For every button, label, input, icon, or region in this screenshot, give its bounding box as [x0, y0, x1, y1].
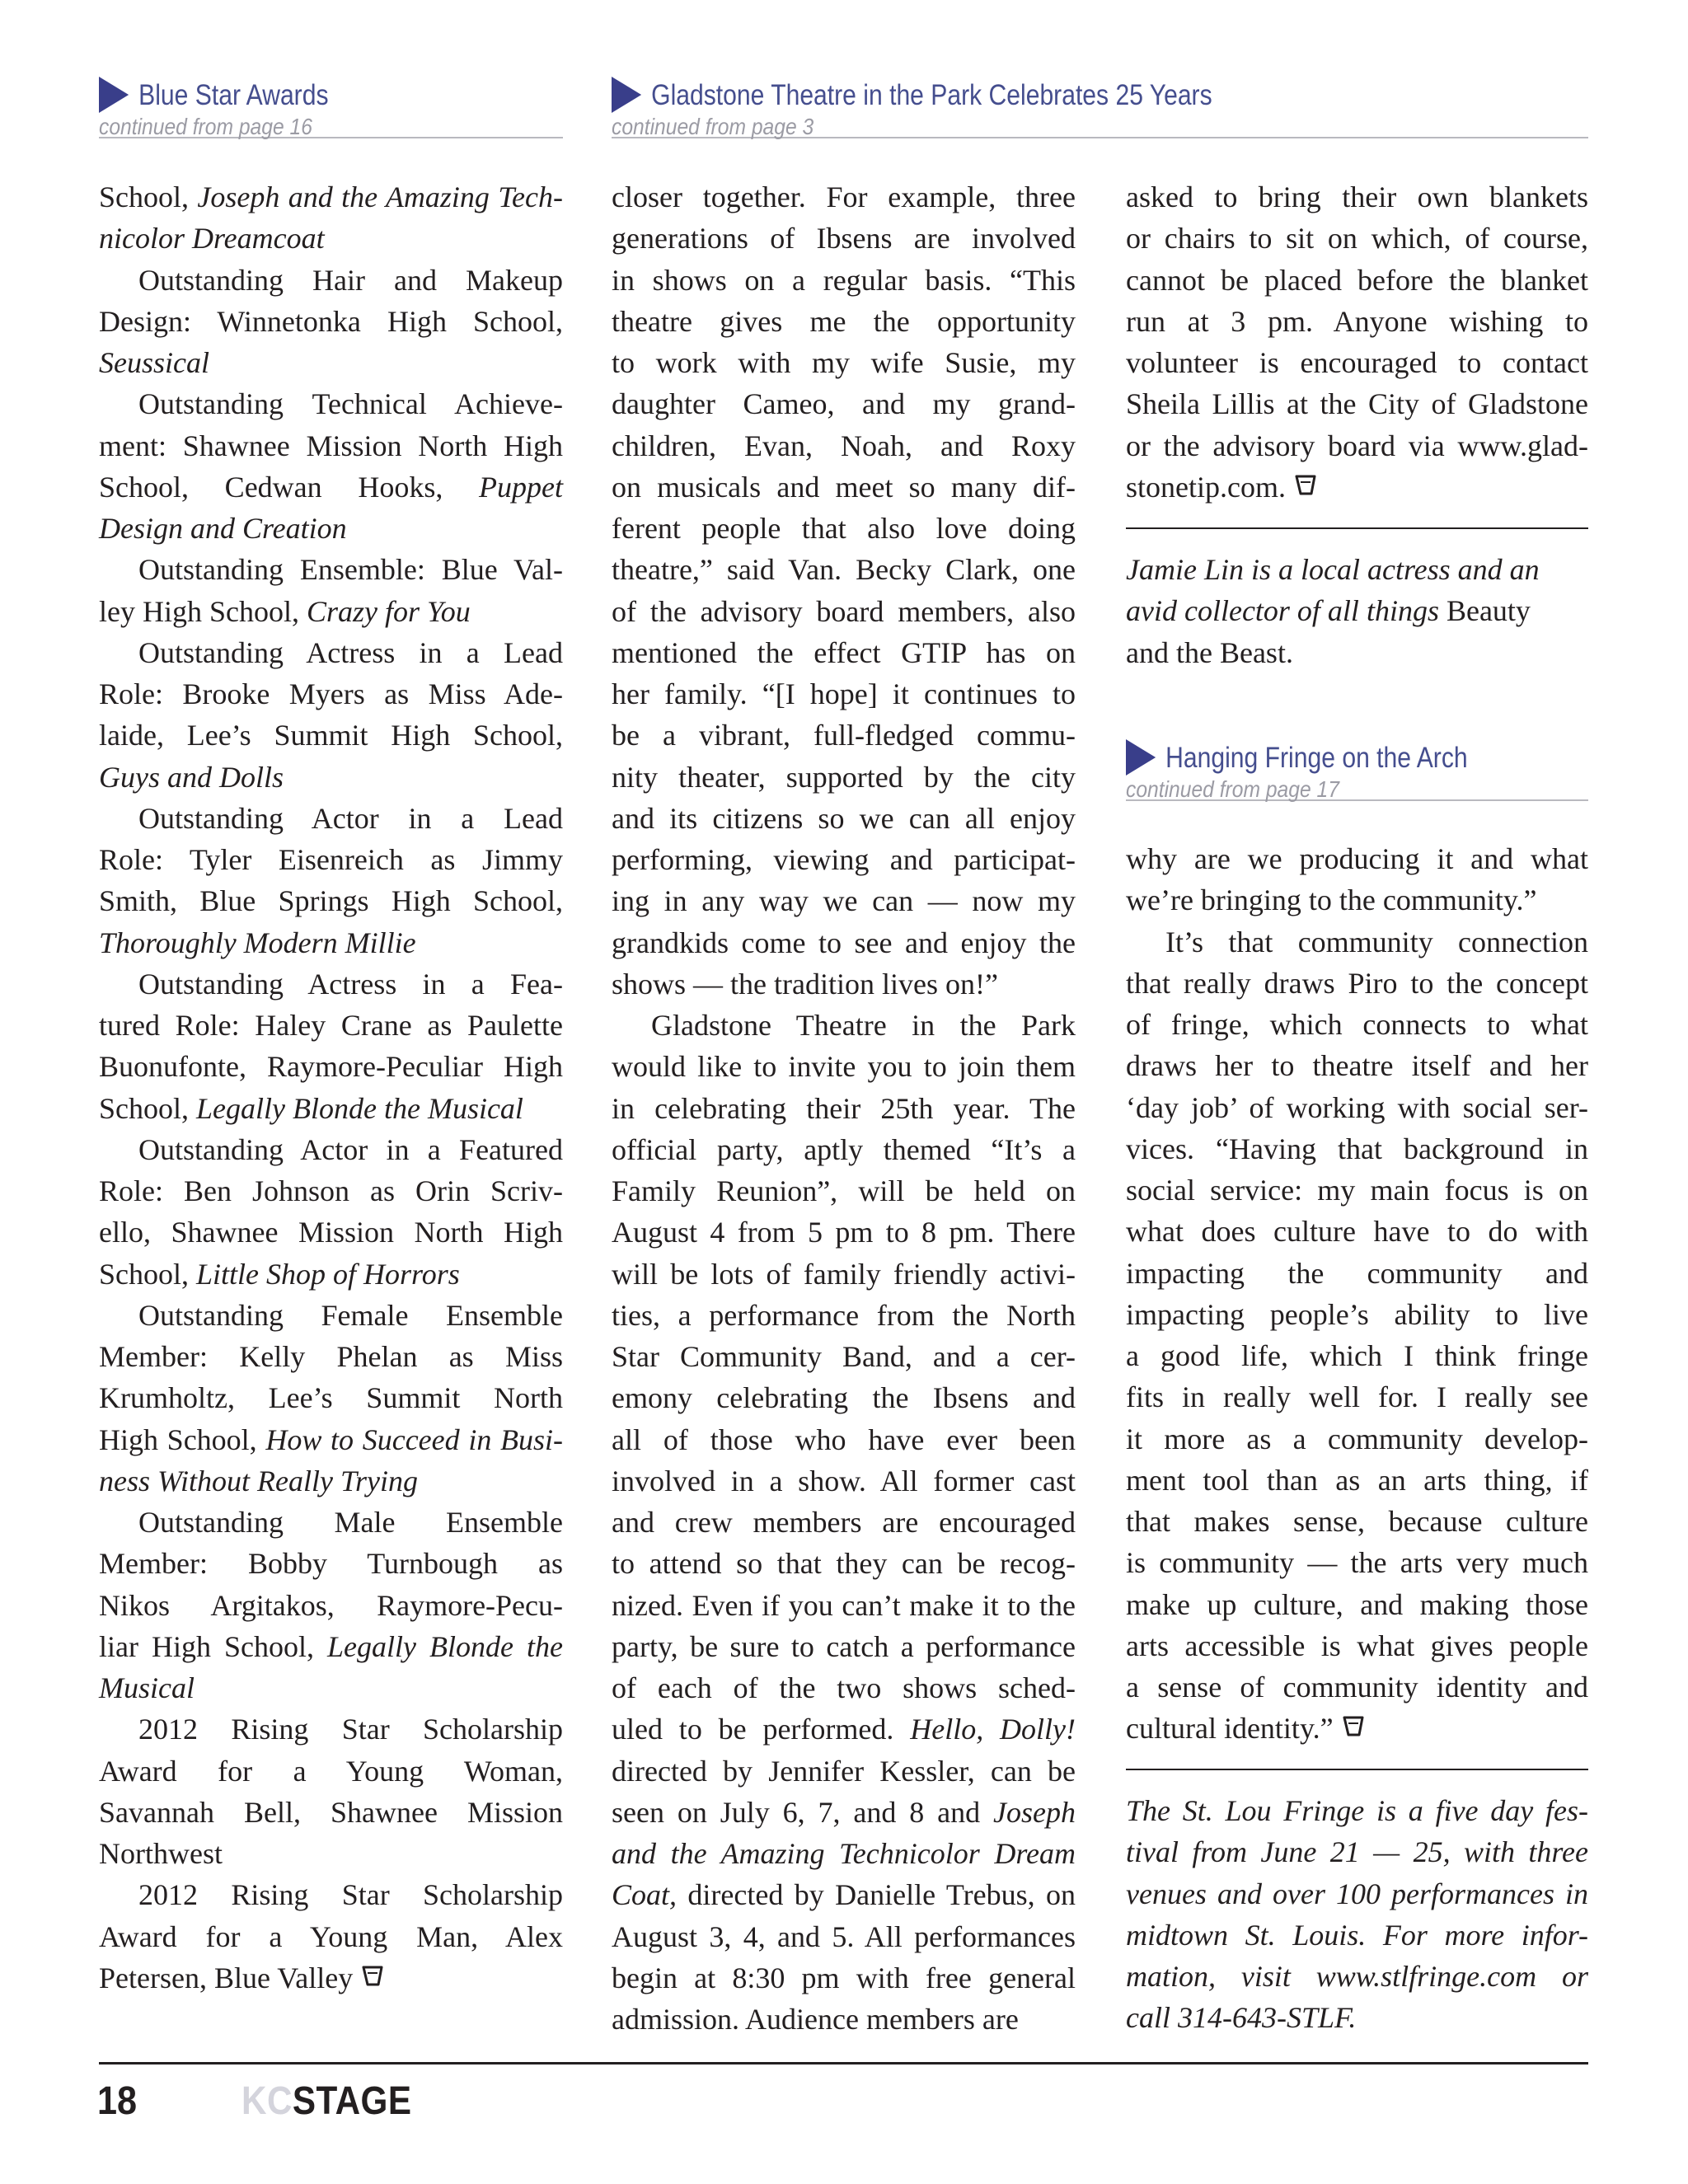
text-line: venues and over 100 performances in — [1126, 1877, 1588, 1910]
text-line: Outstanding Hair and Makeup — [138, 263, 563, 297]
continued-note: continued from page 17 — [1126, 776, 1339, 802]
text-line: directed by Jennifer Kessler, can be — [612, 1754, 1076, 1788]
text-line: Design and Creation — [99, 512, 347, 545]
column-blue-star-awards — [99, 176, 563, 1999]
page-number: 18 — [97, 2079, 138, 2123]
section-title: Gladstone Theatre in the Park Celebrates 25 Years — [651, 79, 1212, 111]
text-line: avid collector of all things Beauty — [1126, 594, 1531, 628]
text-line: Musical — [99, 1671, 195, 1704]
text-line: Jamie Lin is a local actress and an — [1126, 553, 1540, 586]
text-line: ness Without Really Trying — [99, 1464, 418, 1497]
text-line: Nikos Argitakos, Raymore-Pecu- — [99, 1588, 563, 1622]
text-line: mation, visit www.stlfringe.com or — [1126, 1960, 1588, 1993]
text-line: a sense of community identity and — [1126, 1671, 1588, 1704]
divider-rule — [1126, 527, 1588, 529]
text-line: of the advisory board members, also — [612, 594, 1076, 628]
text-line: children, Evan, Noah, and Roxy — [612, 429, 1076, 462]
text-line: Role: Brooke Myers as Miss Ade- — [99, 677, 563, 710]
text-line: ties, a performance from the North — [612, 1298, 1076, 1332]
column-gladstone-continued — [1126, 176, 1588, 508]
continued-note: continued from page 16 — [99, 114, 312, 139]
text-line: tured Role: Haley Crane as Paulette — [99, 1009, 563, 1042]
text-line: why are we producing it and what — [1126, 842, 1588, 875]
text-line: begin at 8:30 pm with free general — [612, 1961, 1076, 1994]
divider-rule — [1126, 1769, 1588, 1770]
text-line: volunteer is encouraged to contact — [1126, 346, 1588, 379]
text-line: or chairs to sit on which, of course, — [1126, 222, 1588, 255]
text-line: cultural identity.” — [1126, 1708, 1588, 1749]
text-line: Outstanding Actress in a Lead — [138, 635, 563, 669]
text-line: on musicals and meet so many dif- — [612, 470, 1076, 504]
text-line: of each of the two shows sched- — [612, 1671, 1076, 1704]
text-line: 2012 Rising Star Scholarship — [138, 1713, 563, 1746]
text-line: Outstanding Actor in a Featured — [138, 1132, 563, 1166]
text-line: what does culture have to do with — [1126, 1215, 1588, 1249]
text-line: Role: Ben Johnson as Orin Scriv- — [99, 1174, 563, 1207]
text-line: social service: my main focus is on — [1126, 1174, 1588, 1207]
text-line: Coat, directed by Danielle Trebus, on — [612, 1878, 1076, 1912]
text-line: asked to bring their own blankets — [1126, 180, 1588, 213]
text-line: School, Little Shop of Horrors — [99, 1257, 460, 1291]
footer-rule — [99, 2062, 1588, 2064]
text-line: Gladstone Theatre in the Park — [651, 1009, 1076, 1042]
end-mark-icon — [1294, 467, 1319, 509]
text-line: and its citizens so we can all enjoy — [612, 801, 1076, 835]
text-line: and the Beast. — [1126, 635, 1293, 669]
text-line: it more as a community develop- — [1126, 1422, 1588, 1455]
text-line: Seussical — [99, 346, 209, 379]
column-gladstone-article — [612, 176, 1076, 2040]
text-line: stonetip.com. — [1126, 466, 1588, 508]
text-line: The St. Lou Fringe is a five day fes- — [1126, 1794, 1588, 1827]
text-line: liar High School, Legally Blonde the — [99, 1629, 563, 1663]
triangle-arrow-icon — [612, 77, 641, 113]
text-line: Award for a Young Man, Alex — [99, 1919, 563, 1953]
text-line: seen on July 6, 7, and 8 and Joseph — [612, 1795, 1076, 1829]
text-line: Sheila Lillis at the City of Gladstone — [1126, 387, 1588, 421]
section-header-gladstone — [612, 76, 1588, 138]
text-line: 2012 Rising Star Scholarship — [138, 1878, 563, 1912]
text-line: her family. “[I hope] it continues to — [612, 677, 1076, 710]
text-line: impacting the community and — [1126, 1256, 1588, 1290]
text-line: that really draws Piro to the concept — [1126, 966, 1588, 1000]
text-line: to work with my wife Susie, my — [612, 346, 1076, 379]
text-line: impacting people’s ability to live — [1126, 1297, 1588, 1331]
text-line: uled to be performed. Hello, Dolly! — [612, 1713, 1076, 1746]
text-line: Krumholtz, Lee’s Summit North — [99, 1381, 563, 1415]
text-line: Design: Winnetonka High School, — [99, 304, 563, 338]
text-line: arts accessible is what gives people — [1126, 1629, 1588, 1662]
text-line: theatre gives me the opportunity — [612, 304, 1076, 338]
section-header-blue-star — [99, 76, 563, 138]
text-line: and the Amazing Technicolor Dream — [612, 1837, 1076, 1870]
continued-note: continued from page 3 — [612, 114, 814, 139]
text-line: Outstanding Female Ensemble — [138, 1298, 563, 1332]
text-line: ley High School, Crazy for You — [99, 594, 471, 628]
triangle-arrow-icon — [1126, 739, 1156, 776]
text-line: emony celebrating the Ibsens and — [612, 1381, 1076, 1415]
text-line: School, Legally Blonde the Musical — [99, 1091, 523, 1125]
text-line: run at 3 pm. Anyone wishing to — [1126, 304, 1588, 338]
text-line: will be lots of family friendly activi- — [612, 1257, 1076, 1291]
text-line: nized. Even if you can’t make it to the — [612, 1588, 1076, 1622]
text-line: High School, How to Succeed in Busi- — [99, 1422, 563, 1456]
triangle-arrow-icon — [99, 77, 129, 113]
brand-logo: KCSTAGE — [241, 2079, 412, 2123]
text-line: involved in a show. All former cast — [612, 1464, 1076, 1497]
text-line: ment tool than as an arts thing, if — [1126, 1463, 1588, 1497]
text-line: School, Joseph and the Amazing Tech- — [99, 180, 563, 213]
text-line: Member: Kelly Phelan as Miss — [99, 1340, 563, 1373]
end-mark-icon — [1342, 1708, 1367, 1750]
text-line: daughter Cameo, and my grand- — [612, 387, 1076, 421]
text-line: Role: Tyler Eisenreich as Jimmy — [99, 843, 563, 876]
text-line: be a vibrant, full-fledged commu- — [612, 719, 1076, 752]
text-line: Award for a Young Woman, — [99, 1754, 563, 1788]
text-line: ing in any way we can — now my — [612, 884, 1076, 918]
text-line: It’s that community connection — [1165, 925, 1588, 958]
text-line: midtown St. Louis. For more infor- — [1126, 1918, 1588, 1952]
text-line: Star Community Band, and a cer- — [612, 1340, 1076, 1373]
text-line: Member: Bobby Turnbough as — [99, 1547, 563, 1581]
text-line: party, be sure to catch a performance — [612, 1629, 1076, 1663]
text-line: fits in really well for. I really see — [1126, 1380, 1588, 1414]
text-line: August 4 from 5 pm to 8 pm. There — [612, 1216, 1076, 1249]
text-line: tival from June 21 — 25, with three — [1126, 1835, 1588, 1869]
text-line: ‘day job’ of working with social ser- — [1126, 1090, 1588, 1124]
text-line: Outstanding Actress in a Fea- — [138, 967, 563, 1001]
text-line: Smith, Blue Springs High School, — [99, 884, 563, 918]
text-line: Guys and Dolls — [99, 760, 284, 794]
text-line: Northwest — [99, 1837, 223, 1870]
author-bio — [1126, 549, 1588, 673]
text-line: make up culture, and making those — [1126, 1587, 1588, 1621]
text-line: Outstanding Actor in a Lead — [138, 801, 563, 835]
text-line: call 314-643-STLF. — [1126, 2001, 1357, 2035]
text-line: theatre,” said Van. Becky Clark, one — [612, 553, 1076, 587]
text-line: and crew members are encouraged — [612, 1506, 1076, 1539]
text-line: nicolor Dreamcoat — [99, 222, 325, 255]
fringe-info-note — [1126, 1790, 1588, 2039]
text-line: closer together. For example, three — [612, 180, 1076, 213]
section-title: Hanging Fringe on the Arch — [1165, 742, 1468, 774]
text-line: August 3, 4, and 5. All performances — [612, 1919, 1076, 1953]
text-line: grandkids come to see and enjoy the — [612, 926, 1076, 959]
text-line: to attend so that they can be recog- — [612, 1547, 1076, 1581]
text-line: official party, aptly themed “It’s a — [612, 1132, 1076, 1166]
text-line: shows — the tradition lives on!” — [612, 967, 998, 1001]
text-line: draws her to theatre itself and her — [1126, 1049, 1588, 1083]
text-line: would like to invite you to join them — [612, 1050, 1076, 1084]
text-line: all of those who have ever been — [612, 1422, 1076, 1456]
text-line: admission. Audience members are — [612, 2003, 1019, 2036]
text-line: Outstanding Ensemble: Blue Val- — [138, 553, 563, 587]
section-header-fringe — [1126, 738, 1588, 801]
section-title: Blue Star Awards — [138, 79, 329, 111]
text-line: Thoroughly Modern Millie — [99, 926, 416, 959]
end-mark-icon — [361, 1958, 386, 1999]
text-line: is community — the arts very much — [1126, 1546, 1588, 1580]
text-line: that makes sense, because culture — [1126, 1505, 1588, 1538]
text-line: cannot be placed before the blanket — [1126, 263, 1588, 297]
text-line: or the advisory board via www.glad- — [1126, 429, 1588, 462]
text-line: laide, Lee’s Summit High School, — [99, 719, 563, 752]
text-line: Family Reunion”, will be held on — [612, 1174, 1076, 1207]
text-line: Petersen, Blue Valley — [99, 1957, 563, 1999]
text-line: we’re bringing to the community.” — [1126, 883, 1537, 917]
text-line: mentioned the effect GTIP has on — [612, 635, 1076, 669]
text-line: of fringe, which connects to what — [1126, 1008, 1588, 1041]
text-line: performing, viewing and participat- — [612, 843, 1076, 876]
text-line: Buonufonte, Raymore-Peculiar High — [99, 1050, 563, 1084]
text-line: in celebrating their 25th year. The — [612, 1091, 1076, 1125]
text-line: generations of Ibsens are involved — [612, 222, 1076, 255]
text-line: Outstanding Male Ensemble — [138, 1506, 563, 1539]
text-line: ferent people that also love doing — [612, 512, 1076, 545]
text-line: Outstanding Technical Achieve- — [138, 387, 563, 421]
text-line: ello, Shawnee Mission North High — [99, 1216, 563, 1249]
text-line: a good life, which I think fringe — [1126, 1339, 1588, 1372]
text-line: nity theater, supported by the city — [612, 760, 1076, 794]
text-line: Savannah Bell, Shawnee Mission — [99, 1795, 563, 1829]
text-line: vices. “Having that background in — [1126, 1132, 1588, 1165]
column-fringe-article — [1126, 838, 1588, 1750]
text-line: ment: Shawnee Mission North High — [99, 429, 563, 462]
text-line: School, Cedwan Hooks, Puppet — [99, 470, 563, 504]
text-line: in shows on a regular basis. “This — [612, 263, 1076, 297]
